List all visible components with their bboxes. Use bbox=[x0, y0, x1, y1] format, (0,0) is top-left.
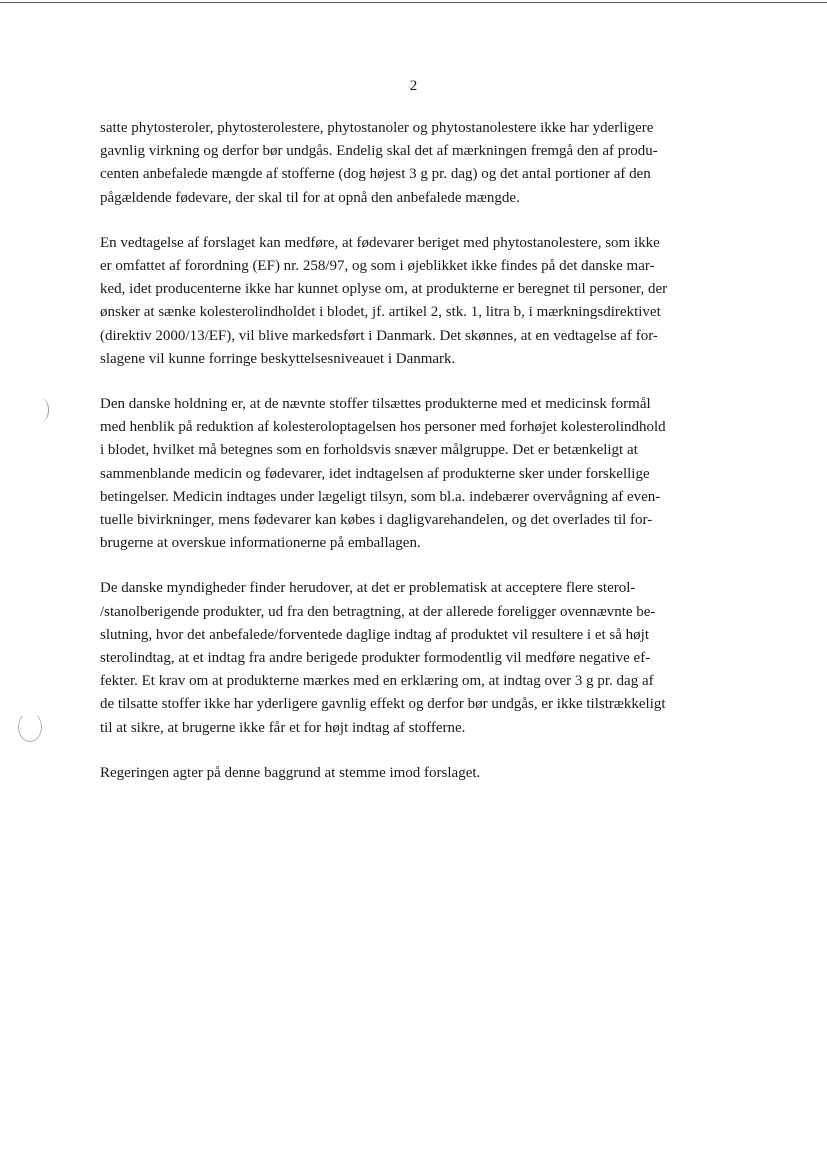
text-line: ønsker at sænke kolesterolindholdet i blodet, jf. artikel 2, stk. 1, litra b, i mærkningsdirektivet bbox=[100, 304, 661, 321]
text-line: Regeringen agter på denne baggrund at stemme imod forslaget. bbox=[100, 764, 481, 781]
paragraph-2 bbox=[100, 232, 728, 371]
punch-hole-mark-top bbox=[34, 398, 49, 422]
paragraph-5 bbox=[100, 762, 728, 785]
page-number: 2 bbox=[409, 78, 418, 94]
text-line: De danske myndigheder finder herudover, at det er problematisk at acceptere flere sterol- bbox=[100, 580, 636, 597]
text-line: slutning, hvor det anbefalede/forventede daglige indtag af produktet vil resultere i et så højt bbox=[100, 626, 649, 643]
paragraph-1 bbox=[100, 117, 728, 210]
text-line: (direktiv 2000/13/EF), vil blive markedsført i Danmark. Det skønnes, at en vedtagelse af for- bbox=[100, 327, 658, 344]
text-line: er omfattet af forordning (EF) nr. 258/97, og som i øjeblikket ikke findes på det danske mar- bbox=[100, 258, 655, 275]
text-line: En vedtagelse af forslaget kan medføre, at fødevarer beriget med phytostanolestere, som ikke bbox=[100, 234, 660, 251]
text-line: betingelser. Medicin indtages under lægeligt tilsyn, som bl.a. indebærer overvågning af even- bbox=[100, 488, 661, 505]
text-line: sterolindtag, at et indtag fra andre berigede produkter formodentlig vil medføre negative ef- bbox=[100, 650, 651, 667]
text-line: sammenblande medicin og fødevarer, idet indtagelsen af produkterne sker under forskellige bbox=[100, 465, 650, 482]
text-line: fekter. Et krav om at produkterne mærkes med en erklæring om, at indtag over 3 g pr. dag af bbox=[100, 673, 654, 690]
text-line: satte phytosteroler, phytosterolestere, phytostanoler og phytostanolestere ikke har yderligere bbox=[100, 120, 654, 136]
text-line: gavnlig virkning og derfor bør undgås. Endelig skal det af mærkningen fremgå den af produ- bbox=[100, 143, 658, 160]
text-line: pågældende fødevare, der skal til for at opnå den anbefalede mængde. bbox=[100, 189, 520, 206]
document-body bbox=[100, 117, 728, 807]
text-line: tuelle bivirkninger, mens fødevarer kan købes i dagligvarehandelen, og det overlades til for- bbox=[100, 512, 653, 529]
punch-hole-mark-bottom bbox=[18, 712, 42, 742]
text-line: /stanolberigende produkter, ud fra den betragtning, at der allerede foreligger ovennævnte be- bbox=[100, 603, 656, 620]
text-line: i blodet, hvilket må betegnes som en forholdsvis snæver målgruppe. Det er betænkeligt at bbox=[100, 442, 638, 459]
text-line: ked, idet producenterne ikke har kunnet oplyse om, at produkterne er beregnet til personer, der bbox=[100, 281, 668, 298]
scan-top-edge bbox=[0, 2, 827, 3]
text-line: de tilsatte stoffer ikke har yderligere gavnlig effekt og derfor bør undgås, er ikke tilstrækkeligt bbox=[100, 696, 666, 713]
text-line: Den danske holdning er, at de nævnte stoffer tilsættes produkterne med et medicinsk formål bbox=[100, 396, 651, 413]
text-line: med henblik på reduktion af kolesteroloptagelsen hos personer med forhøjet kolesterolindhold bbox=[100, 419, 666, 436]
paragraph-3 bbox=[100, 393, 728, 555]
text-line: brugerne at overskue informationerne på emballagen. bbox=[100, 535, 421, 552]
text-line: til at sikre, at brugerne ikke får et for højt indtag af stofferne. bbox=[100, 719, 466, 736]
paragraph-4 bbox=[100, 577, 728, 739]
text-line: centen anbefalede mængde af stofferne (dog højest 3 g pr. dag) og det antal portioner af den bbox=[100, 166, 651, 183]
text-line: slagene vil kunne forringe beskyttelsesniveauet i Danmark. bbox=[100, 350, 456, 367]
